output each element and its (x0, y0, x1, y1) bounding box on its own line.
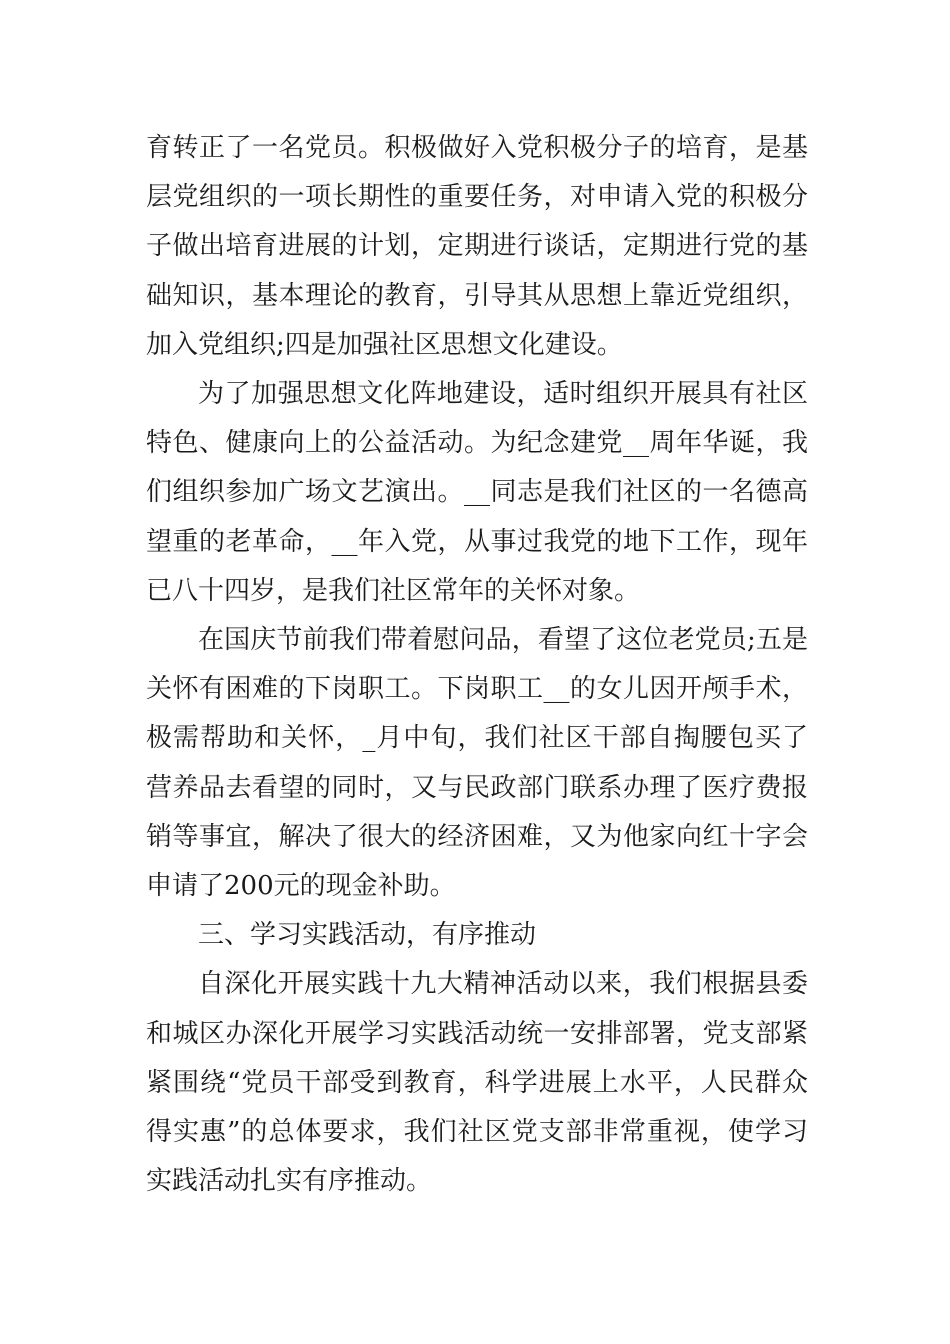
document-body (146, 124, 808, 1206)
section-heading-study-practice: 三、学习实践活动，有序推动 (198, 920, 537, 951)
paragraph-study-practice: 自深化开展实践十九大精神活动以来，我们根据县委和城区办深化开展学习实践活动统一安排部署，党支部紧紧围绕“党员干部受到教育，科学进展上水平，人民群众得实惠”的总体要求，我们社区党支部非常重视，使学习实践活动扎实有序推动。 (146, 969, 808, 1197)
paragraph-continued: 育转正了一名党员。积极做好入党积极分子的培育，是基层党组织的一项长期性的重要任务，对申请入党的积极分子做出培育进展的计划，定期进行谈话，定期进行党的基础知识，基本理论的教育，引导其从思想上靠近党组织，加入党组织;四是加强社区思想文化建设。 (146, 133, 808, 360)
paragraph-cultural-activities: 为了加强思想文化阵地建设，适时组织开展具有社区特色、健康向上的公益活动。为纪念建党__周年华诞，我们组织参加广场文艺演出。__同志是我们社区的一名德高望重的老革命，__年入党，从事过我党的地下工作，现年已八十四岁，是我们社区常年的关怀对象。 (146, 379, 808, 606)
paragraph-care-for-workers: 在国庆节前我们带着慰问品，看望了这位老党员;五是关怀有困难的下岗职工。下岗职工__的女儿因开颅手术，极需帮助和关怀，_月中旬，我们社区干部自掏腰包买了营养品去看望的同时，又与民政部门联系办理了医疗费报销等事宜，解决了很大的经济困难，又为他家向红十字会申请了200元的现金补助。 (146, 625, 808, 902)
